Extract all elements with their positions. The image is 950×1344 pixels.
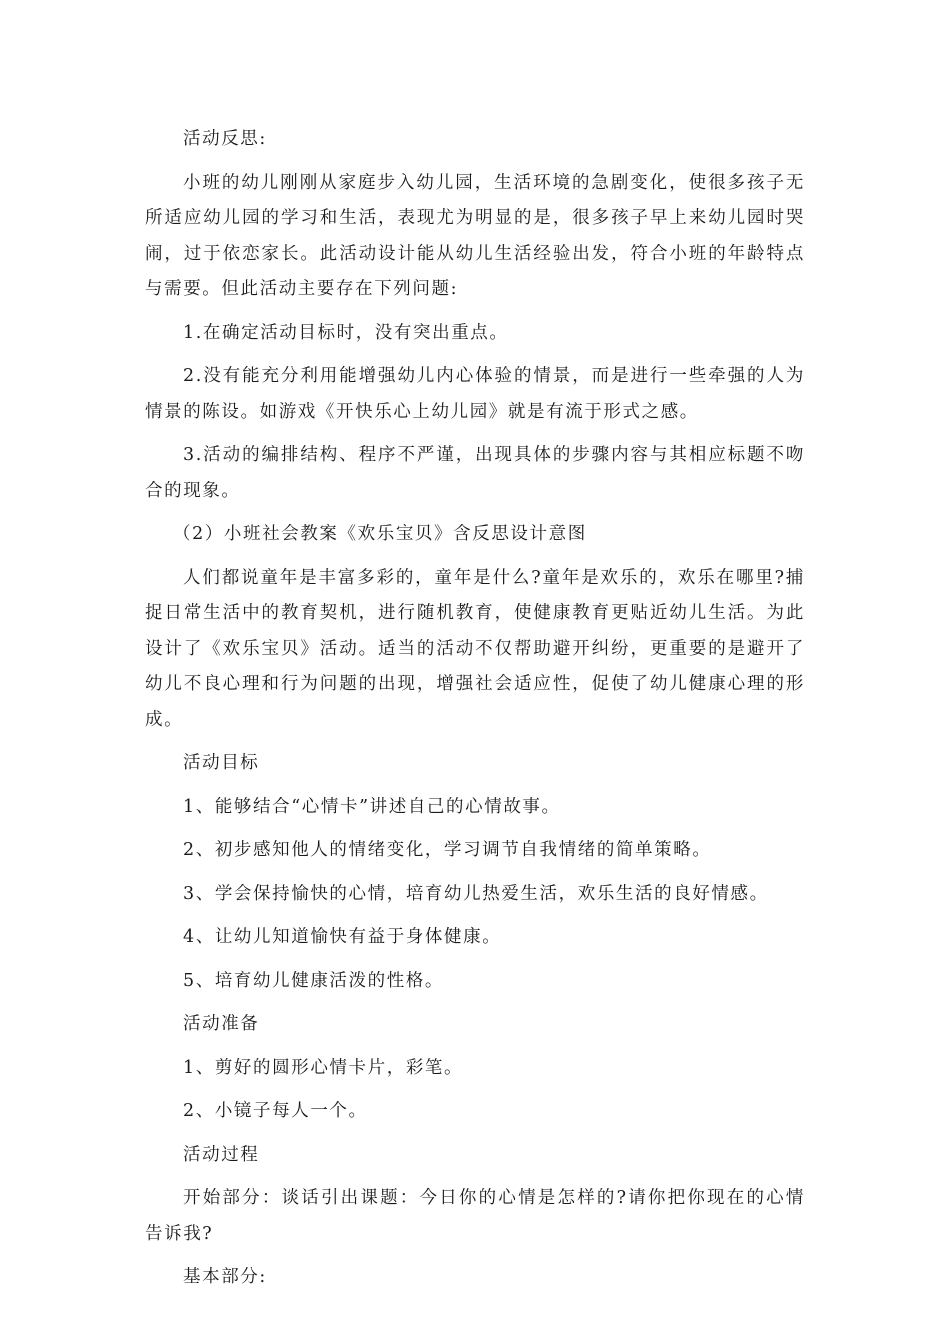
document-body [145, 122, 805, 1304]
goal-item-2: 2、初步感知他人的情绪变化，学习调节自我情绪的简单策略。 [183, 840, 712, 860]
process-basic: 基本部分: [183, 1267, 267, 1287]
paragraph-reflection-text: 小班的幼儿刚刚从家庭步入幼儿园，生活环境的急剧变化，使很多孩子无所适应幼儿园的学习和生活，表现尤为明显的是，很多孩子早上来幼儿园时哭闹，过于依恋家长。此活动设计能从幼儿生活经验出发，符合小班的年龄特点与需要。但此活动主要存在下列问题: [145, 172, 805, 299]
paragraph-reflection-heading: 活动反思: [183, 129, 267, 149]
goal-item-5: 5、培育幼儿健康活泼的性格。 [183, 970, 445, 991]
section-title: （2）小班社会教案《欢乐宝贝》含反思设计意图 [173, 524, 587, 544]
heading-activity-preparation: 活动准备 [183, 1014, 260, 1034]
paragraph-design-intent: 人们都说童年是丰富多彩的，童年是什么?童年是欢乐的，欢乐在哪里?捕捉日常生活中的教育契机，进行随机教育，使健康教育更贴近幼儿生活。为此设计了《欢乐宝贝》活动。适当的活动不仅帮助避开纠纷，更重要的是避开了幼儿不良心理和行为问题的出现，增强社会适应性，促使了幼儿健康心理的形成。 [145, 567, 805, 730]
paragraph-issue-2: 2.没有能充分利用能增强幼儿内心体验的情景，而是进行一些牵强的人为情景的陈设。如游戏《开快乐心上幼儿园》就是有流于形式之感。 [145, 366, 805, 422]
goal-item-1: 1、能够结合“心情卡”讲述自己的心情故事。 [183, 796, 561, 817]
goal-item-4: 4、让幼儿知道愉快有益于身体健康。 [183, 927, 502, 947]
process-opening: 开始部分：谈话引出课题：今日你的心情是怎样的?请你把你现在的心情告诉我? [145, 1188, 805, 1244]
paragraph-issue-1: 1.在确定活动目标时，没有突出重点。 [183, 322, 509, 343]
paragraph-issue-3: 3.活动的编排结构、程序不严谨，出现具体的步骤内容与其相应标题不吻合的现象。 [145, 445, 805, 501]
goal-item-3: 3、学会保持愉快的心情，培育幼儿热爱生活，欢乐生活的良好情感。 [183, 883, 769, 904]
heading-activity-goals: 活动目标 [183, 753, 260, 773]
heading-activity-process: 活动过程 [183, 1144, 260, 1165]
preparation-item-1: 1、剪好的圆形心情卡片，彩笔。 [183, 1057, 464, 1078]
preparation-item-2: 2、小镜子每人一个。 [183, 1101, 368, 1121]
